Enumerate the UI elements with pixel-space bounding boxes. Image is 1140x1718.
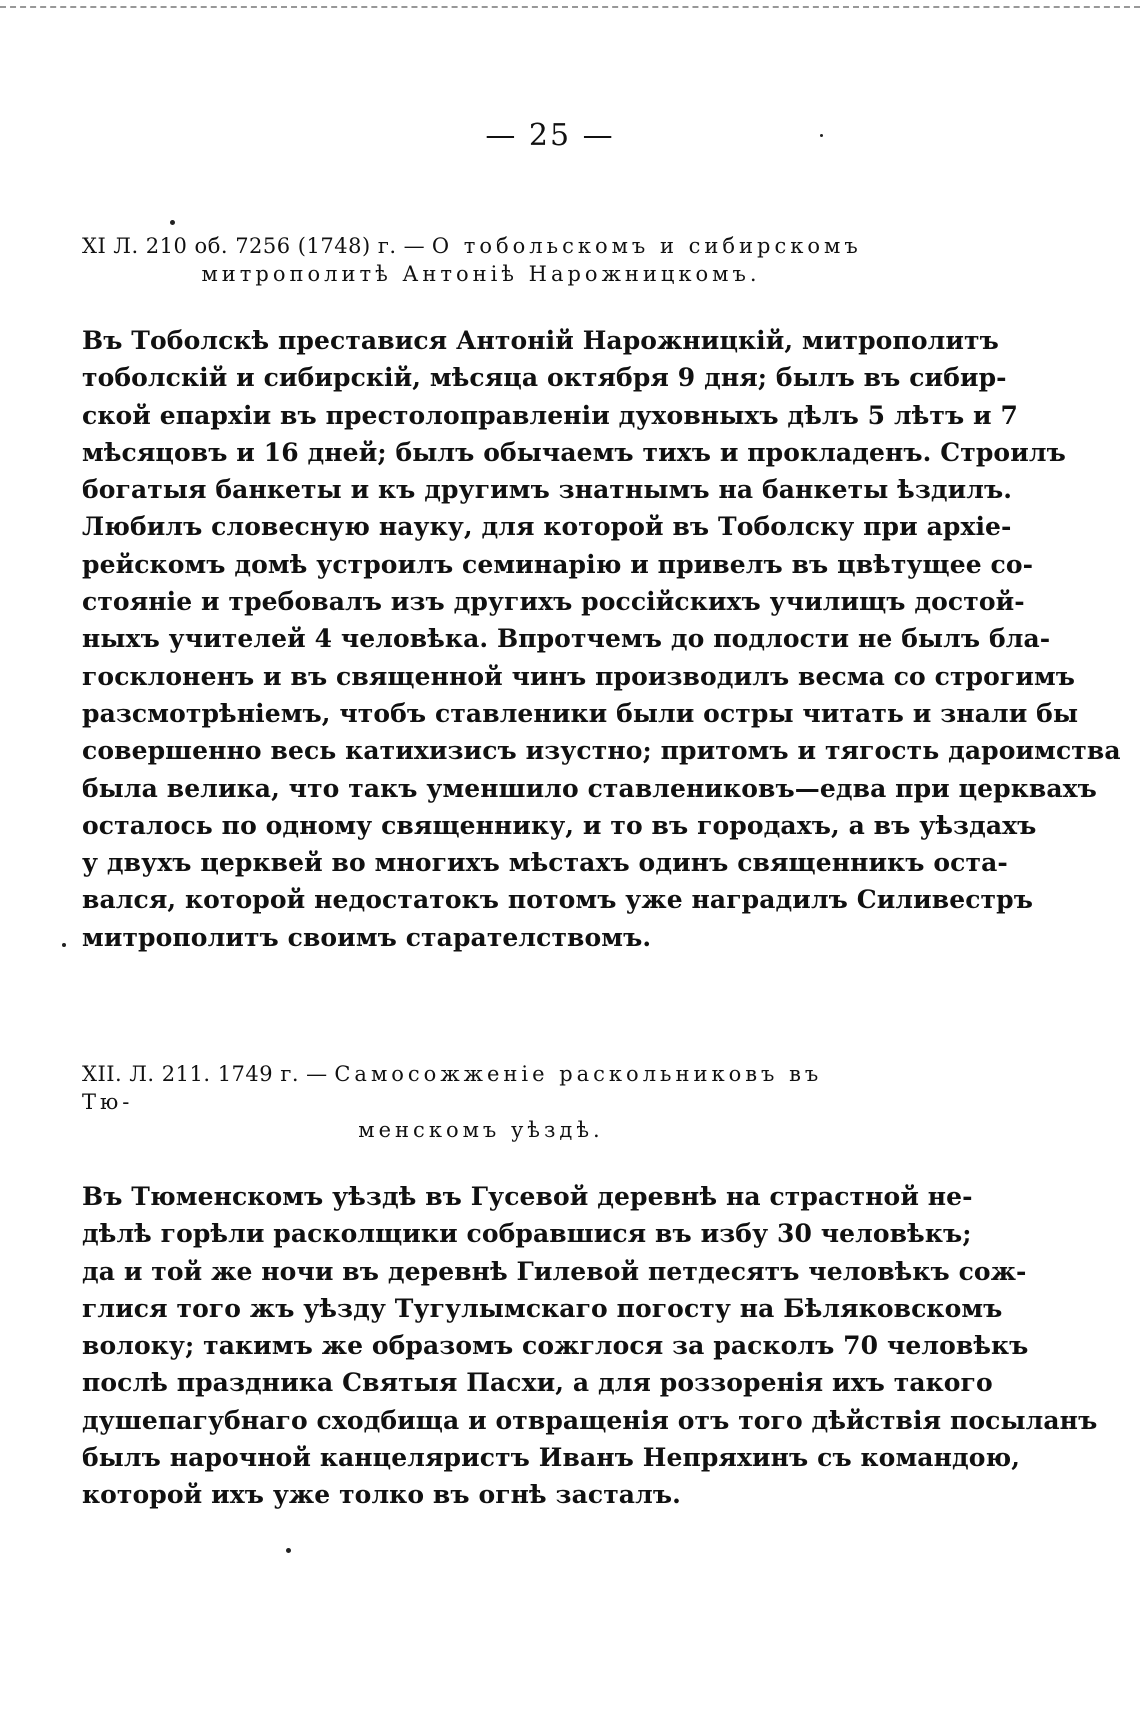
section-body	[82, 322, 1121, 956]
text-line: стояніе и требовалъ изъ другихъ россійскихъ училищъ достой-	[82, 587, 1025, 617]
section-heading	[82, 232, 880, 288]
text-line: ской епархіи въ престолоправленіи духовныхъ дѣлъ 5 лѣтъ и 7	[82, 400, 1019, 430]
text-line: тоболскій и сибирскій, мѣсяца октября 9 дня; былъ въ сибир-	[82, 363, 1007, 393]
text-line: послѣ праздника Святыя Пасхи, а для роззоренія ихъ такого	[82, 1368, 993, 1398]
text-line: Въ Тоболскѣ преставися Антоній Нарожницкій, митрополитъ	[82, 326, 999, 355]
scan-speck	[170, 220, 175, 225]
archive-reference: XI Л. 210 об. 7256 (1748) г. —	[82, 234, 426, 258]
text-line: вался, которой недостатокъ потомъ уже наградилъ Силивестръ	[82, 885, 1034, 915]
scan-speck	[62, 943, 66, 947]
section-body	[82, 1178, 1098, 1514]
text-line: дѣлѣ горѣли расколщики собравшися въ избу 30 человѣкъ;	[82, 1219, 972, 1249]
text-line: былъ нарочной канцеляристъ Иванъ Непряхинъ съ командою,	[82, 1443, 1021, 1473]
text-line: госклоненъ и въ священной чинъ производилъ весма со строгимъ	[82, 661, 1076, 691]
section-title-line-2: митрополитѣ Антоніѣ Нарожницкомъ.	[201, 262, 761, 286]
text-line: ныхъ учителей 4 человѣка. Впротчемъ до подлости не былъ бла-	[82, 624, 1051, 654]
text-line: разсмотрѣніемъ, чтобъ ставленики были остры читать и знали бы	[82, 698, 1079, 728]
top-edge-rule	[0, 6, 1140, 12]
text-line: Любилъ словесную науку, для которой въ Тоболску при архіе-	[82, 512, 1012, 542]
section-xii	[82, 1060, 1098, 1514]
page-number: — 25 —	[485, 118, 615, 153]
text-line: мѣсяцовъ и 16 дней; былъ обычаемъ тихъ и прокладенъ. Строилъ	[82, 437, 1066, 467]
section-title-line-1: О тобольскомъ и сибирскомъ	[431, 234, 862, 258]
text-line: митрополитъ своимъ старателствомъ.	[82, 922, 652, 952]
section-title-line-2: менскомъ уѣздѣ.	[358, 1118, 604, 1142]
text-line: была велика, что такъ уменшило ставлениковъ—едва при церквахъ	[82, 773, 1097, 803]
scan-speck	[820, 134, 823, 137]
scan-speck	[286, 1548, 291, 1553]
archive-reference: XII. Л. 211. 1749 г. —	[82, 1062, 328, 1086]
section-title-line-1: Самосожженіе раскольниковъ въ Тю-	[82, 1062, 823, 1114]
section-xi	[82, 232, 1121, 956]
text-line: богатыя банкеты и къ другимъ знатнымъ на банкеты ѣздилъ.	[82, 475, 1013, 505]
text-line: у двухъ церквей во многихъ мѣстахъ одинъ священникъ оста-	[82, 848, 1008, 878]
text-line: душепагубнаго сходбища и отвращенія отъ того дѣйствія посыланъ	[82, 1405, 1098, 1435]
section-heading	[82, 1060, 880, 1144]
text-line: совершенно весь катихизисъ изустно; притомъ и тягость дароимства	[82, 736, 1121, 766]
text-line: да и той же ночи въ деревнѣ Гилевой петдесятъ человѣкъ сож-	[82, 1256, 1027, 1286]
text-line: глися того жъ уѣзду Тугулымскаго погосту на Бѣляковскомъ	[82, 1293, 1003, 1323]
text-line: Въ Тюменскомъ уѣздѣ въ Гусевой деревнѣ на страстной не-	[82, 1182, 973, 1211]
text-line: рейскомъ домѣ устроилъ семинарію и привелъ въ цвѣтущее со-	[82, 549, 1034, 579]
text-line: осталось по одному священнику, и то въ городахъ, а въ уѣздахъ	[82, 810, 1037, 840]
text-line: которой ихъ уже толко въ огнѣ засталъ.	[82, 1480, 681, 1510]
text-line: волоку; такимъ же образомъ сожглося за расколъ 70 человѣкъ	[82, 1331, 1029, 1361]
